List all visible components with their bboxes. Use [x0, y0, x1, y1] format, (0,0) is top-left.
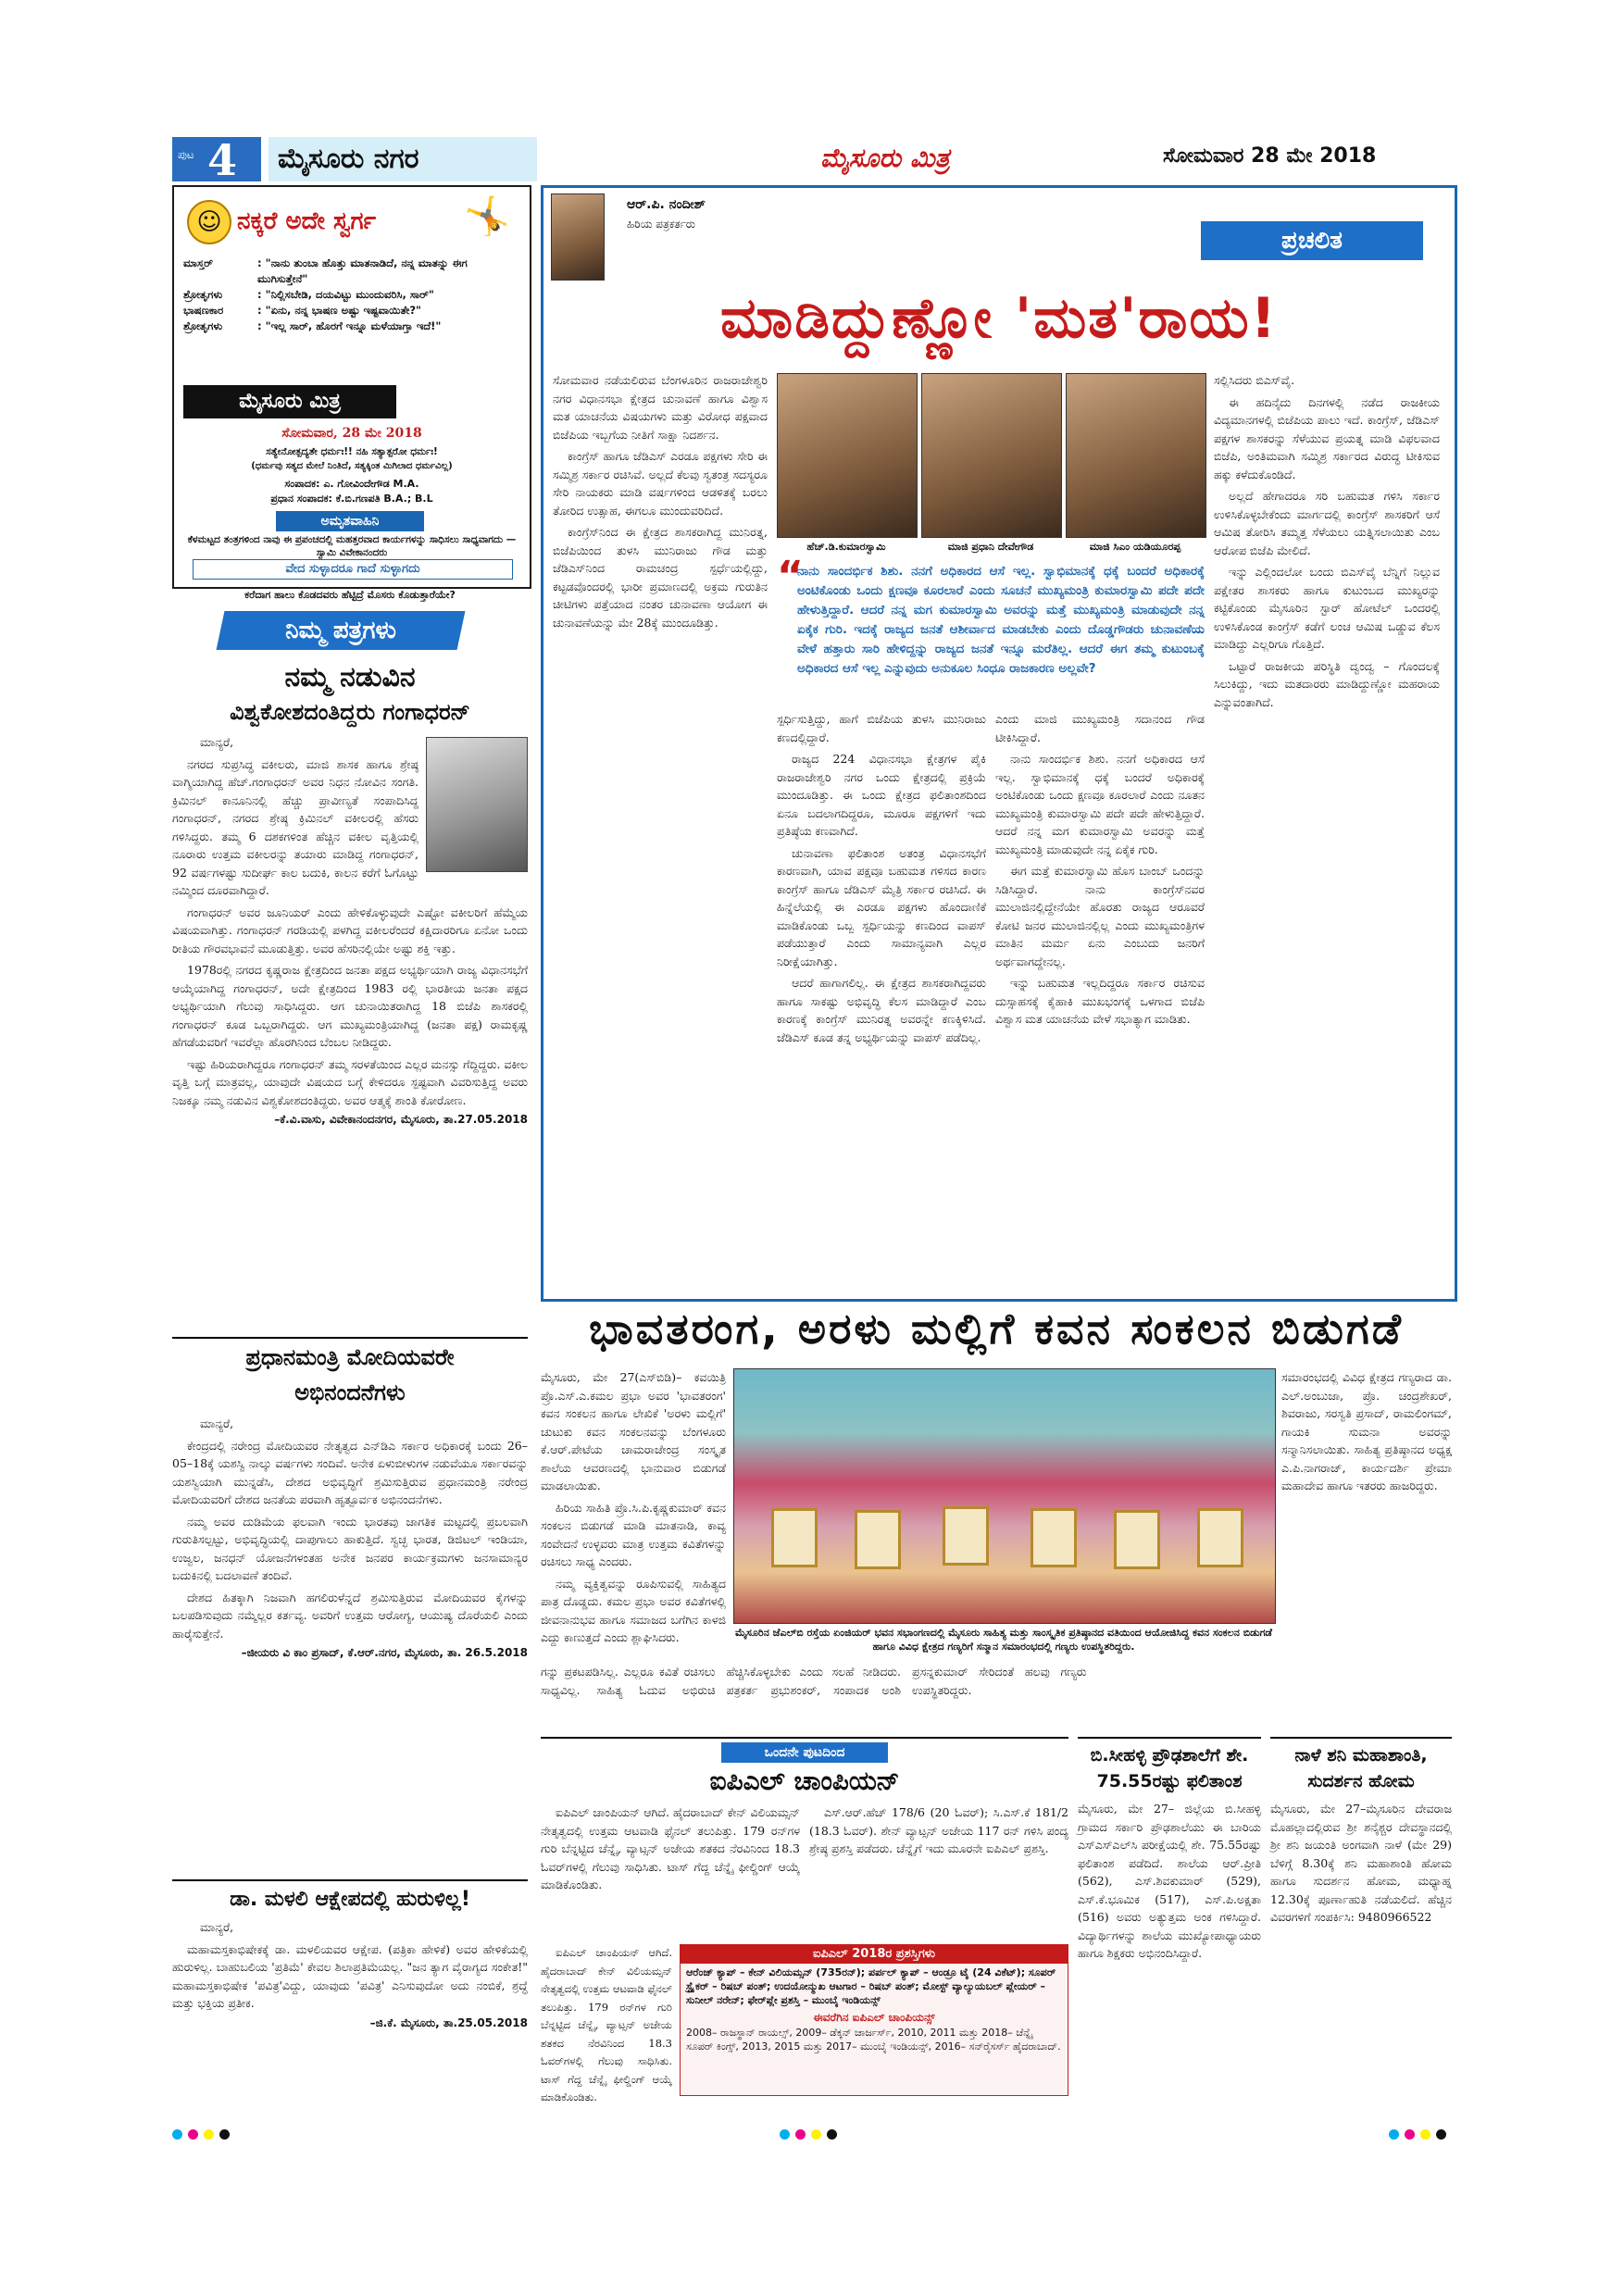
school-title: ಬಿ.ಸೀಹಳ್ಳಿ ಪ್ರೌಢಶಾಲೆಗೆ ಶೇ. 75.55ರಷ್ಟು ಫಲಿತಾಂಶ: [1090, 1745, 1249, 1791]
cartoon-figure-icon: 🤸: [464, 195, 510, 238]
header-date: ಸೋಮವಾರ 28 ಮೇ 2018: [1163, 144, 1377, 168]
shani-title: ನಾಳೆ ಶನಿ ಮಹಾಶಾಂತಿ, ಸುದರ್ಶನ ಹೋಮ: [1294, 1745, 1428, 1791]
event-photo-caption: ಮೈಸೂರಿನ ಜೆಎಲ್‌ಬಿ ರಸ್ತೆಯ ಏಂಜಿಯರ್ ಭವನ ಸಭಾಂಗಣದಲ್ಲಿ ಮೈಸೂರು ಸಾಹಿತ್ಯ ಮತ್ತು ಸಾಂಸ್ಕೃತಿಕ ಪ್ರತಿಷ್ಠಾನದ ವತಿಯಿಂದ ಆಯೋಜಿಸಿದ್ದ ಕವನ ಸಂಕಲನ ಬಿಡುಗಡೆ ಹಾಗೂ ವಿವಿಧ ಕ್ಷೇತ್ರದ ಗಣ್ಯರಿಗೆ ಸನ್ಮಾನ ಸಮಾರಂಭದಲ್ಲಿ ಗಣ್ಯರು ಉಪಸ್ಥಿತರಿದ್ದರು.: [735, 1627, 1272, 1653]
laughing-face-icon: ☺: [187, 200, 231, 244]
certificate-frame: [1114, 1510, 1160, 1569]
letter-2-salutation: ಮಾನ್ಯರೆ,: [200, 1416, 234, 1430]
letter-1-para: ಇಷ್ಟು ಹಿರಿಯರಾಗಿದ್ದರೂ ಗಂಗಾಧರನ್ ತಮ್ಮ ಸರಳತೆಯಿಂದ ಎಲ್ಲರ ಮನಸ್ಸು ಗೆದ್ದಿದ್ದರು. ವಕೀಲ ವೃತ್ತಿ ಬಗ್ಗೆ ಮಾತ್ರವಲ್ಲ, ಯಾವುದೇ ವಿಷಯದ ಬಗ್ಗೆ ಕೇಳಿದರೂ ಸ್ಪಷ್ಟವಾಗಿ ವಿವರಿಸುತ್ತಿದ್ದ ಅವರು ನಿಜಕ್ಕೂ ನಮ್ಮ ನಡುವಿನ ವಿಶ್ವಕೋಶದಂತಿದ್ದರು. ಅವರ ಆತ್ಮಕ್ಕೆ ಶಾಂತಿ ಕೋರೋಣ.: [172, 1056, 528, 1107]
school-section: [1078, 1737, 1261, 2100]
section-name: ಮೈಸೂರು ನಗರ: [269, 137, 537, 181]
column-text-1: ಸೋಮವಾರ ನಡೆಯಲಿರುವ ಬೆಂಗಳೂರಿನ ರಾಜರಾಜೇಶ್ವರಿ ನಗರ ವಿಧಾನಸಭಾ ಕ್ಷೇತ್ರದ ಚುನಾವಣೆ ಹಾಗೂ ವಿಶ್ವಾಸ ಮತ ಯಾಚನೆಯ ವಿಷಯಗಳು ಮತ್ತು ವಿರೋಧ ಪಕ್ಷವಾದ ಬಿಜೆಪಿಯ ಇಬ್ಬಗೆಯ ನೀತಿಗೆ ಸಾಕ್ಷಾ ನಿದರ್ಶನ. ಕಾಂಗ್ರೆಸ್ ಹಾಗೂ ಜೆಡಿಎಸ್ ಎರಡೂ ಪಕ್ಷಗಳು ಸೇರಿ ಈ ಸಮ್ಮಿಶ್ರ ಸರ್ಕಾರ ರಚಿಸಿವೆ. ಅಲ್ಲದೆ ಕೆಲವು ಸ್ವತಂತ್ರ ಸದಸ್ಯರೂ ಸೇರಿ ನಾಯಕರು ಮಾಡಿ ವರ್ಷಗಳಿಂದ ಆಡಳಿತಕ್ಕೆ ಬರಲು ತೋರಿದ ಉತ್ಸಾಹ, ಈಗಲೂ ಮುಂದುವರಿದಿದೆ. ಕಾಂಗ್ರೆಸ್‌ನಿಂದ ಈ ಕ್ಷೇತ್ರದ ಶಾಸಕರಾಗಿದ್ದ ಮುನಿರತ್ನ, ಬಿಜೆಪಿಯಿಂದ ತುಳಸಿ ಮುನಿರಾಜು ಗೌಡ ಮತ್ತು ಜೆಡಿಎಸ್‌ನಿಂದ ರಾಮಚಂದ್ರ ಸ್ಪರ್ಧೆಯಲ್ಲಿದ್ದು, ಕಟ್ಟಡವೊಂದರಲ್ಲಿ ಭಾರೀ ಪ್ರಮಾಣದಲ್ಲಿ ಅಕ್ರಮ ಗುರುತಿನ ಚೀಟಿಗಳು ಪತ್ತೆಯಾದ ನಂತರ ಚುನಾವಣಾ ಆಯೋಗ ಈ ಚುನಾವಣೆಯನ್ನು ಮೇ 28ಕ್ಕೆ ಮುಂದೂಡಿತ್ತು.: [553, 373, 768, 630]
ipl-section: [541, 1737, 1068, 2103]
letter-3: [172, 1879, 528, 2103]
page-number-box: [172, 135, 261, 185]
mastbox-motto: ಸತ್ಯೇನೋತ್ಪದ್ಯತೇ ಧರ್ಮಃ!! ನಹಿ ಸತ್ಯಾತ್ಪರೋ ಧರ್ಮಃ!: [266, 446, 438, 457]
column-headline: ಮಾಡಿದ್ದುಣ್ಣೋ 'ಮತ'ರಾಯ!: [719, 286, 1279, 351]
masthead-small: ಮೈಸೂರು ಮಿತ್ರ: [183, 385, 396, 418]
bhava-left-text: ಮೈಸೂರು, ಮೇ 27(ಎಸ್‌ಬಿಡಿ)– ಕವಯಿತ್ರಿ ಪ್ರೊ.ಎಸ್.ಎ.ಕಮಲ ಪ್ರಭಾ ಅವರ 'ಭಾವತರಂಗ' ಕವನ ಸಂಕಲನ ಹಾಗೂ ಲೇಖಿಕೆ 'ಅರಳು ಮಲ್ಲಿಗೆ' ಚುಟುಕು ಕವನ ಸಂಕಲನವನ್ನು ಬೆಂಗಳೂರು ಕೆ.ಆರ್.ಪೇಟೆಯ ಚಾಮರಾಜೇಂದ್ರ ಸಂಸ್ಕೃತ ಶಾಲೆಯ ಆವರಣದಲ್ಲಿ ಭಾನುವಾರ ಬಿಡುಗಡೆ ಮಾಡಲಾಯಿತು. ಹಿರಿಯ ಸಾಹಿತಿ ಪ್ರೊ.ಸಿ.ಪಿ.ಕೃಷ್ಣಕುಮಾರ್ ಕವನ ಸಂಕಲನ ಬಿಡುಗಡೆ ಮಾಡಿ ಮಾತನಾಡಿ, ಕಾವ್ಯ ಸಂವೇದನೆ ಉಳ್ಳವರು ಮಾತ್ರ ಉತ್ತಮ ಕವಿತೆಗಳನ್ನು ರಚಿಸಲು ಸಾಧ್ಯ ಎಂದರು. ನಮ್ಮ ವ್ಯಕ್ತಿತ್ವವನ್ನು ರೂಪಿಸುವಲ್ಲಿ ಸಾಹಿತ್ಯದ ಪಾತ್ರ ದೊಡ್ಡದು. ಕಮಲ ಪ್ರಭಾ ಅವರ ಕವಿತೆಗಳಲ್ಲಿ ಜೀವನಾನುಭವ ಹಾಗೂ ಸಮಾಜದ ಬಗೆಗಿನ ಕಾಳಜಿ ಎದ್ದು ಕಾಣುತ್ತದೆ ಎಂದು ಶ್ಲಾಘಿಸಿದರು.: [541, 1370, 726, 1644]
letter-2-signature: –ಜೀಯರು ವಿ ಕಾಂ ಪ್ರಸಾದ್, ಕೆ.ಆರ್.ನಗರ, ಮೈಸೂರು, ತಾ. 26.5.2018: [241, 1646, 528, 1659]
author-name: ಆರ್.ಪಿ. ನಂದೀಶ್: [627, 197, 706, 212]
joke-title: ನಕ್ಕರೆ ಅದೇ ಸ್ವರ್ಗ: [237, 207, 376, 235]
letter-1-signature: –ಕೆ.ವಿ.ವಾಸು, ವಿವೇಕಾನಂದನಗರ, ಮೈಸೂರು, ತಾ.27.05.2018: [274, 1113, 528, 1126]
print-registration-marks: [172, 2126, 235, 2143]
shani-text: ಮೈಸೂರು, ಮೇ 27–ಮೈಸೂರಿನ ದೇವರಾಜ ಮೊಹಲ್ಲಾದಲ್ಲಿರುವ ಶ್ರೀ ಶನೈಶ್ಚರ ದೇವಸ್ಥಾನದಲ್ಲಿ ಶ್ರೀ ಶನಿ ಜಯಂತಿ ಅಂಗವಾಗಿ ನಾಳೆ (ಮೇ 29) ಬೆಳಿಗ್ಗೆ 8.30ಕ್ಕೆ ಶನಿ ಮಹಾಶಾಂತಿ ಹೋಮ ಹಾಗೂ ಸುದರ್ಶನ ಹೋಮ, ಮಧ್ಯಾಹ್ನ 12.30ಕ್ಕೆ ಪೂರ್ಣಾಹುತಿ ನಡೆಯಲಿದೆ. ಹೆಚ್ಚಿನ ವಿವರಗಳಿಗೆ ಸಂಪರ್ಕಿಸಿ: 9480966522: [1270, 1802, 1452, 1924]
editorial-box: [172, 185, 531, 589]
certificate-frame: [1197, 1508, 1243, 1567]
bhava-bottom-text: ಗನ್ನು ಪ್ರಕಟಪಡಿಸಿಲ್ಲ. ಎಲ್ಲರೂ ಕವಿತೆ ರಚಿಸಲು ಸಾಧ್ಯವಿಲ್ಲ. ಸಾಹಿತ್ಯ ಓದುವ ಅಭಿರುಚಿ ಹೆಚ್ಚಿಸಿಕೊಳ್ಳಬೇಕು ಎಂದು ಸಲಹೆ ನೀಡಿದರು. ಪತ್ರಕರ್ತ ಪ್ರಭುಶಂಕರ್, ಸಂಪಾದಕ ಅಂಶಿ ಪ್ರಸನ್ನಕುಮಾರ್ ಸೇರಿದಂತೆ ಹಲವು ಗಣ್ಯರು ಉಪಸ್ಥಿತರಿದ್ದರು.: [541, 1665, 1087, 1697]
photo-caption: ಮಾಜಿ ಸಿಎಂ ಯಡಿಯೂರಪ್ಪ: [1089, 541, 1181, 553]
bhava-headline: ಭಾವತರಂಗ, ಅರಳು ಮಲ್ಲಿಗೆ ಕವನ ಸಂಕಲನ ಬಿಡುಗಡೆ: [589, 1304, 1404, 1354]
certificate-frame: [1031, 1508, 1077, 1567]
author-role: ಹಿರಿಯ ಪತ್ರಕರ್ತರು: [627, 218, 695, 231]
letter-2-title-2: ಅಭಿನಂದನೆಗಳು: [294, 1379, 406, 1405]
letter-2-para: ದೇಶದ ಹಿತಕ್ಕಾಗಿ ನಿಜವಾಗಿ ಹಗಲಿರುಳೆನ್ನದೆ ಶ್ರಮಿಸುತ್ತಿರುವ ಮೋದಿಯವರ ಕೈಗಳನ್ನು ಬಲಪಡಿಸುವುದು ನಮ್ಮೆಲ್ಲರ ಕರ್ತವ್ಯ. ಅವರಿಗೆ ಉತ್ತಮ ಆರೋಗ್ಯ, ಆಯುಷ್ಯ ದೊರೆಯಲಿ ಎಂದು ಹಾರೈಸುತ್ತೇನೆ.: [172, 1590, 528, 1641]
politician-photo: [1066, 373, 1206, 538]
print-registration-marks: [1389, 2126, 1452, 2143]
letter-1-para: 1978ರಲ್ಲಿ ನಗರದ ಕೃಷ್ಣರಾಜ ಕ್ಷೇತ್ರದಿಂದ ಜನತಾ ಪಕ್ಷದ ಅಭ್ಯರ್ಥಿಯಾಗಿ ರಾಜ್ಯ ವಿಧಾನಸಭೆಗೆ ಆಯ್ಕೆಯಾಗಿದ್ದ ಗಂಗಾಧರನ್, ಅದೇ ಕ್ಷೇತ್ರದಿಂದ 1983 ರಲ್ಲಿ ಭಾರತೀಯ ಜನತಾ ಪಕ್ಷದ ಅಭ್ಯರ್ಥಿಯಾಗಿ ಗೆಲುವು ಸಾಧಿಸಿದ್ದರು. ಆಗ ಚುನಾಯಿತರಾಗಿದ್ದ 18 ಬಿಜೆಪಿ ಶಾಸಕರಲ್ಲಿ ಗಂಗಾಧರನ್ ಕೂಡ ಒಬ್ಬರಾಗಿದ್ದರು. ಆಗ ಮುಖ್ಯಮಂತ್ರಿಯಾಗಿದ್ದ (ಜನತಾ ಪಕ್ಷ) ರಾಮಕೃಷ್ಣ ಹೆಗಡೆಯವರಿಗೆ ಇವರೆಲ್ಲಾ ಹೊರಗಿನಿಂದ ಬೆಂಬಲ ನೀಡಿದ್ದರು.: [172, 963, 528, 1049]
ipl-text-2: ಎಸ್.ಆರ್.ಹೆಚ್ 178/6 (20 ಓವರ್); ಸಿ.ಎಸ್.ಕೆ 181/2 (18.3 ಓವರ್). ಶೇನ್ ವ್ಯಾಟ್ಸನ್ ಅಜೇಯ 117 ರನ್ ಗಳಿಸಿ ಪಂದ್ಯ ಶ್ರೇಷ್ಠ ಪ್ರಶಸ್ತಿ ಪಡೆದರು. ಚೆನ್ನೈಗೆ ಇದು ಮೂರನೇ ಐಪಿಎಲ್ ಪ್ರಶಸ್ತಿ.: [809, 1805, 1068, 1855]
shani-section: [1270, 1737, 1452, 2100]
bhava-right-text: ಸಮಾರಂಭದಲ್ಲಿ ವಿವಿಧ ಕ್ಷೇತ್ರದ ಗಣ್ಯರಾದ ಡಾ. ಎಲ್.ಅಂಬುಜಾ, ಪ್ರೊ. ಚಂದ್ರಶೇಖರ್, ಶಿವರಾಜು, ಸರಸ್ವತಿ ಪ್ರಸಾದ್, ರಾಮಲಿಂಗಮ್, ಗಾಯಕಿ ಸುಮನಾ ಅವರನ್ನು ಸನ್ಮಾನಿಸಲಾಯಿತು. ಸಾಹಿತ್ಯ ಪ್ರತಿಷ್ಠಾನದ ಅಧ್ಯಕ್ಷ ಎ.ಪಿ.ನಾಗರಾಜ್, ಕಾರ್ಯದರ್ಶಿ ಪ್ರೇಮಾ ಮಹಾದೇವ ಹಾಗೂ ಇತರರು ಹಾಜರಿದ್ದರು.: [1281, 1370, 1452, 1492]
letter-2-para: ನಮ್ಮ ಅವರ ದುಡಿಮೆಯ ಫಲವಾಗಿ ಇಂದು ಭಾರತವು ಜಾಗತಿಕ ಮಟ್ಟದಲ್ಲಿ ಪ್ರಬಲವಾಗಿ ಗುರುತಿಸಲ್ಪಟ್ಟು, ಅಭಿವೃದ್ಧಿಯಲ್ಲಿ ದಾಪುಗಾಲು ಹಾಕುತ್ತಿದೆ. ಸ್ವಚ್ಛ ಭಾರತ, ಡಿಜಿಟಲ್ ಇಂಡಿಯಾ, ಉಜ್ವಲ, ಜನಧನ್ ಯೋಜನೆಗಳಂತಹ ಅನೇಕ ಜನಪರ ಕಾರ್ಯಕ್ರಮಗಳು ಜನಸಾಮಾನ್ಯರ ಬದುಕಿನಲ್ಲಿ ಬದಲಾವಣೆ ತಂದಿವೆ.: [172, 1514, 528, 1582]
ipl-text-1: ಐಪಿಎಲ್ ಚಾಂಪಿಯನ್ ಆಗಿದೆ. ಹೈದರಾಬಾದ್ ಕೇನ್ ವಿಲಿಯಮ್ಸನ್ ನೇತೃತ್ವದಲ್ಲಿ ಉತ್ತಮ ಆಟವಾಡಿ ಫೈನಲ್ ತಲುಪಿತ್ತು. 179 ರನ್‌ಗಳ ಗುರಿ ಬೆನ್ನಟ್ಟಿದ ಚೆನ್ನೈ, ವ್ಯಾಟ್ಸನ್ ಅಜೇಯ ಶತಕದ ನೆರವಿನಿಂದ 18.3 ಓವರ್‌ಗಳಲ್ಲಿ ಗೆಲುವು ಸಾಧಿಸಿತು. ಟಾಸ್ ಗೆದ್ದ ಚೆನ್ನೈ ಫೀಲ್ಡಿಂಗ್ ಆಯ್ಕೆ ಮಾಡಿಕೊಂಡಿತು.: [541, 1805, 800, 1891]
mastbox-editor: ಸಂಪಾದಕ: ಎ. ಗೋವಿಂದೇಗೌಡ M.A.: [284, 478, 419, 490]
photo-caption: ಹೆಚ್.ಡಿ.ಕುಮಾರಸ್ವಾಮಿ: [806, 541, 886, 553]
mastbox-chief-editor: ಪ್ರಧಾನ ಸಂಪಾದಕ: ಕೆ.ಬಿ.ಗಣಪತಿ B.A.; B.L: [270, 493, 433, 505]
proverb-title: ವೇದ ಸುಳ್ಳಾದರೂ ಗಾದೆ ಸುಳ್ಳಾಗದು: [193, 559, 513, 580]
event-photo: [733, 1368, 1276, 1624]
column-text-3: ಎಂದು ಮಾಜಿ ಮುಖ್ಯಮಂತ್ರಿ ಸದಾನಂದ ಗೌಡ ಟೀಕಿಸಿದ್ದಾರೆ. ನಾನು ಸಾಂದರ್ಭಿಕ ಶಿಶು. ನನಗೆ ಅಧಿಕಾರದ ಆಸೆ ಇಲ್ಲ. ಸ್ವಾಭಿಮಾನಕ್ಕೆ ಧಕ್ಕೆ ಬಂದರೆ ಅಧಿಕಾರಕ್ಕೆ ಅಂಟಿಕೊಂಡು ಒಂದು ಕ್ಷಣವೂ ಕೂರಲಾರೆ ಎಂದು ನೂತನ ಮುಖ್ಯಮಂತ್ರಿ ಕುಮಾರಸ್ವಾಮಿ ಪದೇ ಪದೇ ಹೇಳುತ್ತಿದ್ದಾರೆ. ಆದರೆ ನನ್ನ ಮಗ ಕುಮಾರಸ್ವಾಮಿ ಅವರನ್ನು ಮತ್ತೆ ಮುಖ್ಯಮಂತ್ರಿ ಮಾಡುವುದೇ ನನ್ನ ಏಕೈಕ ಗುರಿ. ಈಗ ಮತ್ತೆ ಕುಮಾರಸ್ವಾಮಿ ಹೊಸ ಬಾಂಬ್ ಒಂದನ್ನು ಸಿಡಿಸಿದ್ದಾರೆ. ನಾನು ಕಾಂಗ್ರೆಸ್‌ನವರ ಮುಲಾಜಿನಲ್ಲಿದ್ದೇನೆಯೇ ಹೊರತು ರಾಜ್ಯದ ಆರೂವರೆ ಕೋಟಿ ಜನರ ಮುಲಾಜಿನಲ್ಲಿಲ್ಲ ಎಂದು ಮುಖ್ಯಮಂತ್ರಿಗಳ ಮಾತಿನ ಮರ್ಮ ಏನು ಎಂಬುದು ಜನರಿಗೆ ಅರ್ಥವಾಗದ್ದೇನಲ್ಲ. ಇನ್ನು ಬಹುಮತ ಇಲ್ಲದಿದ್ದರೂ ಸರ್ಕಾರ ರಚಿಸುವ ದುಸ್ಸಾಹಸಕ್ಕೆ ಕೈಹಾಕಿ ಮುಖಭಂಗಕ್ಕೆ ಒಳಗಾದ ಬಿಜೆಪಿ ವಿಶ್ವಾಸ ಮತ ಯಾಚನೆಯ ವೇಳೆ ಸಭಾತ್ಯಾಗ ಮಾಡಿತು.: [995, 712, 1205, 1026]
certificate-frame: [771, 1508, 818, 1567]
ipl-winners: 2008– ರಾಜಸ್ಥಾನ್ ರಾಯಲ್ಸ್, 2009– ಡೆಕ್ಕನ್ ಚಾರ್ಜರ್ಸ್, 2010, 2011 ಮತ್ತು 2018– ಚೆನ್ನೈ ಸೂಪರ್ ಕಿಂಗ್ಸ್, 2013, 2015 ಮತ್ತು 2017– ಮುಂಬೈ ಇಂಡಿಯನ್ಸ್, 2016– ಸನ್‌ರೈಸರ್ಸ್ ಹೈದರಾಬಾದ್.: [686, 2027, 1061, 2053]
letter-2-para: ಕೇಂದ್ರದಲ್ಲಿ ನರೇಂದ್ರ ಮೋದಿಯವರ ನೇತೃತ್ವದ ಎನ್‌ಡಿಎ ಸರ್ಕಾರ ಅಧಿಕಾರಕ್ಕೆ ಬಂದು 26–05–18ಕ್ಕೆ ಯಶಸ್ವಿ ನಾಲ್ಕು ವರ್ಷಗಳು ಸಂದಿವೆ. ಅನೇಕ ಏಳುಬೀಳುಗಳ ನಡುವೆಯೂ ಸರ್ಕಾರವನ್ನು ಯಶಸ್ವಿಯಾಗಿ ಮುನ್ನಡೆಸಿ, ದೇಶದ ಅಭಿವೃದ್ಧಿಗೆ ಶ್ರಮಿಸುತ್ತಿರುವ ಪ್ರಧಾನಮಂತ್ರಿ ನರೇಂದ್ರ ಮೋದಿಯವರಿಗೆ ದೇಶದ ಜನತೆಯ ಪರವಾಗಿ ಹೃತ್ಪೂರ್ವಕ ಅಭಿನಂದನೆಗಳು.: [172, 1438, 528, 1506]
page-number: 4: [207, 135, 238, 185]
column-text-4: ಸಲ್ಲಿಸಿದರು ಬಿಎಸ್‌ವೈ. ಈ ಹದಿನೈದು ದಿನಗಳಲ್ಲಿ ನಡೆದ ರಾಜಕೀಯ ವಿದ್ಯಮಾನಗಳಲ್ಲಿ ಬಿಜೆಪಿಯ ಪಾಲು ಇದೆ. ಕಾಂಗ್ರೆಸ್, ಜೆಡಿಎಸ್ ಪಕ್ಷಗಳ ಶಾಸಕರನ್ನು ಸೆಳೆಯುವ ಪ್ರಯತ್ನ ಮಾಡಿ ವಿಫಲವಾದ ಬಿಜೆಪಿ, ಅಂತಿಮವಾಗಿ ಸಮ್ಮಿಶ್ರ ಸರ್ಕಾರದ ವಿರುದ್ಧ ಟೀಕಿಸುವ ಹಕ್ಕು ಕಳೆದುಕೊಂಡಿದೆ. ಅಲ್ಲದೆ ಹೇಗಾದರೂ ಸರಿ ಬಹುಮತ ಗಳಿಸಿ ಸರ್ಕಾರ ಉಳಿಸಿಕೊಳ್ಳಬೇಕೆಂದು ಮಾರ್ಗದಲ್ಲಿ ಕಾಂಗ್ರೆಸ್ ಶಾಸಕರಿಗೆ ಆಸೆ ಆಮಿಷ ತೋರಿಸಿ ತಮ್ಮತ್ತ ಸೆಳೆಯಲು ಯತ್ನಿಸಲಾಯಿತು ಎಂಬ ಆರೋಪ ಬಿಜೆಪಿ ಮೇಲಿದೆ. ಇನ್ನು ಎಲ್ಲಿಂದಲೋ ಬಂದು ಬಿಎಸ್‌ವೈ ಬೆನ್ನಿಗೆ ನಿಲ್ಲುವ ಪಕ್ಷೇತರ ಶಾಸಕರು ಹಾಗೂ ಕುಟುಂಬದ ಮುಖ್ಯರನ್ನು ಕಟ್ಟಿಕೊಂಡು ಮೈಸೂರಿನ ಸ್ಟಾರ್ ಹೋಟೆಲ್ ಒಂದರಲ್ಲಿ ಉಳಿಸಿಕೊಂಡ ಕಾಂಗ್ರೆಸ್ ಕಡೆಗೆ ಲಂಚ ಆಮಿಷ ಒಡ್ಡುವ ಕೆಲಸ ಮಾಡಿದ್ದು ಎಲ್ಲರಿಗೂ ಗೊತ್ತಿದೆ. ಒಟ್ಟಾರೆ ರಾಜಕೀಯ ಪರಿಸ್ಥಿತಿ ದ್ವಂದ್ವ – ಗೊಂದಲಕ್ಕೆ ಸಿಲುಕಿದ್ದು, ಇದು ಮತದಾರರು ಮಾಡಿದ್ದುಣ್ಣೋ ಮಹರಾಯ ಎನ್ನುವಂತಾಗಿದೆ.: [1214, 373, 1440, 709]
letters-banner-text: ನಿಮ್ಮ ಪತ್ರಗಳು: [285, 617, 396, 644]
column-text-2: ಸ್ಪರ್ಧಿಸುತ್ತಿದ್ದು, ಹಾಗೆ ಬಿಜೆಪಿಯ ತುಳಸಿ ಮುನಿರಾಜು ಕಣದಲ್ಲಿದ್ದಾರೆ. ರಾಜ್ಯದ 224 ವಿಧಾನಸಭಾ ಕ್ಷೇತ್ರಗಳ ಪೈಕಿ ರಾಜರಾಜೇಶ್ವರಿ ನಗರ ಒಂದು ಕ್ಷೇತ್ರದಲ್ಲಿ ಪ್ರಕ್ರಿಯೆ ಮುಂದೂಡಿತ್ತು. ಈ ಒಂದು ಕ್ಷೇತ್ರದ ಫಲಿತಾಂಶದಿಂದ ಏನೂ ಬದಲಾಗದಿದ್ದರೂ, ಮೂರೂ ಪಕ್ಷಗಳಿಗೆ ಇದು ಪ್ರತಿಷ್ಠೆಯ ಕಣವಾಗಿದೆ. ಚುನಾವಣಾ ಫಲಿತಾಂಶ ಅತಂತ್ರ ವಿಧಾನಸಭೆಗೆ ಕಾರಣವಾಗಿ, ಯಾವ ಪಕ್ಷವೂ ಬಹುಮತ ಗಳಿಸದ ಕಾರಣ ಕಾಂಗ್ರೆಸ್ ಹಾಗೂ ಜೆಡಿಎಸ್ ಮೈತ್ರಿ ಸರ್ಕಾರ ರಚಿಸಿದೆ. ಈ ಹಿನ್ನೆಲೆಯಲ್ಲಿ ಈ ಎರಡೂ ಪಕ್ಷಗಳು ಹೊಂದಾಣಿಕೆ ಮಾಡಿಕೊಂಡು ಒಬ್ಬ ಸ್ಪರ್ಧಿಯನ್ನು ಕಣದಿಂದ ವಾಪಸ್ ಪಡೆಯುತ್ತಾರೆ ಎಂದು ಸಾಮಾನ್ಯವಾಗಿ ಎಲ್ಲರ ನಿರೀಕ್ಷೆಯಾಗಿತ್ತು. ಆದರೆ ಹಾಗಾಗಲಿಲ್ಲ. ಈ ಕ್ಷೇತ್ರದ ಶಾಸಕರಾಗಿದ್ದವರು ಹಾಗೂ ಸಾಕಷ್ಟು ಅಭಿವೃದ್ಧಿ ಕೆಲಸ ಮಾಡಿದ್ದಾರೆ ಎಂಬ ಕಾರಣಕ್ಕೆ ಕಾಂಗ್ರೆಸ್ ಮುನಿರತ್ನ ಅವರನ್ನೇ ಕಣಕ್ಕಿಳಿಸಿದೆ. ಜೆಡಿಎಸ್ ಕೂಡ ತನ್ನ ಅಭ್ಯರ್ಥಿಯನ್ನು ವಾಪಸ್ ಪಡೆದಿಲ್ಲ.: [777, 712, 986, 1044]
letter-1: [172, 659, 528, 1329]
quote-mark-icon: “: [777, 553, 804, 600]
ipl-winners-title: ಈವರೆಗಿನ ಐಪಿಎಲ್ ಚಾಂಪಿಯನ್ಸ್: [813, 2011, 935, 2024]
letter-1-title-1: ನಮ್ಮ ನಡುವಿನ: [284, 661, 416, 693]
page-label: ಪುಟ: [178, 148, 194, 161]
continued-kicker: ಒಂದನೇ ಪುಟದಿಂದ: [721, 1742, 888, 1763]
politician-photo: [921, 373, 1062, 538]
author-photo: [551, 193, 605, 281]
pull-quote: [777, 553, 1205, 705]
joke-section: [183, 194, 518, 380]
amruta-text: ಕೆಳಮಟ್ಟದ ತಂತ್ರಗಳಿಂದ ನಾವು ಈ ಪ್ರಪಂಚದಲ್ಲಿ ಮಹತ್ತರವಾದ ಕಾರ್ಯಗಳನ್ನು ಸಾಧಿಸಲು ಸಾಧ್ಯವಾಗದು —ಸ್ವಾಮಿ ವಿವೇಕಾನಂದರು: [187, 534, 517, 558]
letter-3-salutation: ಮಾನ್ಯರೆ,: [200, 1920, 234, 1934]
joke-line: ಶ್ರೋತೃಗಳು : "ಇಲ್ಲ ಸಾರ್, ಹೊರಗೆ ಇನ್ನೂ ಮಳೆಯಾಗ್ತಾ ಇದೆ!": [183, 319, 442, 332]
mastbox-motto2: (ಧರ್ಮವು ಸತ್ಯದ ಮೇಲೆ ನಿಂತಿದೆ, ಸತ್ಯಕ್ಕಿಂತ ಮಿಗಿಲಾದ ಧರ್ಮವಿಲ್ಲ): [251, 461, 453, 471]
letters-banner: [217, 611, 466, 650]
amruta-title: ಅಮೃತವಾಹಿನಿ: [276, 511, 424, 531]
joke-line: ಶ್ರೋತೃಗಳು : "ನಿಲ್ಲಿಸಬೇಡಿ, ದಯವಿಟ್ಟು ಮುಂದುವರಿಸಿ, ಸಾರ್": [183, 288, 434, 301]
joke-lines: [183, 256, 518, 334]
proverb-text: ಕರೆದಾಗ ಹಾಲು ಕೊಡದವರು ಹೆಟ್ಟಿದ್ರೆ ಮೊಸರು ಕೊಡುತ್ತಾರೆಯೇ?: [244, 589, 456, 601]
mastbox-date: ಸೋಮವಾರ, 28 ಮೇ 2018: [281, 426, 422, 441]
certificate-frame: [855, 1510, 901, 1569]
column-label: ಪ್ರಚಲಿತ: [1201, 221, 1423, 260]
letter-1-para: ನಗರದ ಸುಪ್ರಸಿದ್ಧ ವಕೀಲರು, ಮಾಜಿ ಶಾಸಕ ಹಾಗೂ ಶ್ರೇಷ್ಠ ವಾಗ್ಮಿಯಾಗಿದ್ದ ಹೆಚ್.ಗಂಗಾಧರನ್ ಅವರ ನಿಧನ ನೋವಿನ ಸಂಗತಿ. ಕ್ರಿಮಿನಲ್ ಕಾನೂನಿನಲ್ಲಿ ಹೆಚ್ಚು ಪ್ರಾವೀಣ್ಯತೆ ಸಂಪಾದಿಸಿದ್ದ ಗಂಗಾಧರನ್, ನಗರದ ಶ್ರೇಷ್ಠ ಕ್ರಿಮಿನಲ್ ವಕೀಲರಲ್ಲಿ ಹೆಸರು ಗಳಿಸಿದ್ದರು. ತಮ್ಮ 6 ದಶಕಗಳಿಂತ ಹೆಚ್ಚಿನ ವಕೀಲ ವೃತ್ತಿಯಲ್ಲಿ ನೂರಾರು ಉತ್ತಮ ವಕೀಲರನ್ನು ತಯಾರು ಮಾಡಿದ್ದ ಗಂಗಾಧರನ್, 92 ವರ್ಷಗಳಷ್ಟು ಸುದೀರ್ಘ ಕಾಲ ಬದುಕಿ, ಕಾಲನ ಕರೆಗೆ ಓಗೊಟ್ಟು ನಮ್ಮಿಂದ ದೂರವಾಗಿದ್ದಾರೆ.: [172, 756, 418, 897]
print-registration-marks: [780, 2126, 843, 2143]
school-text: ಮೈಸೂರು, ಮೇ 27– ಜಿಲ್ಲೆಯ ಬಿ.ಸೀಹಳ್ಳಿ ಗ್ರಾಮದ ಸರ್ಕಾರಿ ಪ್ರೌಢಶಾಲೆಯು ಈ ಬಾರಿಯ ಎಸ್ಎಸ್ಎಲ್‌ಸಿ ಪರೀಕ್ಷೆಯಲ್ಲಿ ಶೇ. 75.55ರಷ್ಟು ಫಲಿತಾಂಶ ಪಡೆದಿದೆ. ಶಾಲೆಯ ಆರ್.ಪ್ರೀತಿ (562), ಎಸ್.ಶಿವಕುಮಾರ್ (529), ಎಸ್.ಕೆ.ಭೂಮಿಕ (517), ಎಸ್.ಪಿ.ಅಕ್ಷತಾ (516) ಅವರು ಅತ್ಯುತ್ತಮ ಅಂಕ ಗಳಿಸಿದ್ದಾರೆ. ವಿದ್ಯಾರ್ಥಿಗಳನ್ನು ಶಾಲೆಯ ಮುಖ್ಯೋಪಾಧ್ಯಾಯರು ಹಾಗೂ ಶಿಕ್ಷಕರು ಅಭಿನಂದಿಸಿದ್ದಾರೆ.: [1078, 1802, 1261, 1960]
ipl-awards: ಆರೆಂಜ್ ಕ್ಯಾಪ್ – ಕೇನ್ ವಿಲಿಯಮ್ಸನ್ (735ರನ್); ಪರ್ಪಲ್ ಕ್ಯಾಪ್ – ಆಂಡ್ರೂ ಟೈ (24 ವಿಕೆಟ್); ಸೂಪರ್ ಸ್ಟ್ರೈಕರ್ – ರಿಷಬ್ ಪಂತ್; ಉದಯೋನ್ಮುಖ ಆಟಗಾರ – ರಿಷಬ್ ಪಂತ್; ಮೋಸ್ಟ್ ವ್ಯಾಲ್ಯುಯಬಲ್ ಪ್ಲೇಯರ್ – ಸುನೀಲ್ ನರೇನ್; ಫೇರ್‌ಪ್ಲೇ ಪ್ರಶಸ್ತಿ – ಮುಂಬೈ ಇಂಡಿಯನ್ಸ್: [686, 1966, 1056, 2006]
letter-2-title-1: ಪ್ರಧಾನಮಂತ್ರಿ ಮೋದಿಯವರೇ: [245, 1344, 455, 1370]
letter-1-title-2: ವಿಶ್ವಕೋಶದಂತಿದ್ದರು ಗಂಗಾಧರನ್: [230, 699, 470, 725]
ipl-awards-box: [680, 1944, 1068, 2096]
letter-3-para: ಮಹಾಮಸ್ತಕಾಭಿಷೇಕಕ್ಕೆ ಡಾ. ಮಳಲಿಯವರ ಆಕ್ಷೇಪ. (ಪತ್ರಿಕಾ ಹೇಳಿಕೆ) ಅವರ ಹೇಳಿಕೆಯಲ್ಲಿ ಹುರುಳಿಲ್ಲ. ಬಾಹುಬಲಿಯ 'ಪ್ರತಿಮೆ' ಕೇವಲ ಶಿಲಾಪ್ರತಿಮೆಯಲ್ಲ. "ಜನ ತ್ಯಾಗ ವೈರಾಗ್ಯದ ಸಂಕೇತ!" ಮಹಾಮಸ್ತಕಾಭಿಷೇಕ 'ಪವಿತ್ರ'ವಿದ್ದು, ಯಾವುದು 'ಪವಿತ್ರ' ಎನಿಸುವುದೋ ಅದು ನಂಬಿಕೆ, ಶ್ರದ್ಧೆ ಮತ್ತು ಭಕ್ತಿಯ ಪ್ರತೀಕ.: [172, 1941, 528, 2010]
ipl-awards-title: ಐಪಿಎಲ್ 2018ರ ಪ್ರಶಸ್ತಿಗಳು: [681, 1945, 1068, 1964]
portrait-photo: [426, 737, 528, 872]
letter-2: [172, 1337, 528, 1876]
joke-line: ಮಾಸ್ತರ್ : "ನಾನು ತುಂಬಾ ಹೊತ್ತು ಮಾತನಾಡಿದೆ, ನನ್ನ ಮಾತನ್ನು ಈಗ ಮುಗಿಸುತ್ತೇನೆ": [183, 256, 468, 285]
letter-1-salutation: ಮಾನ್ಯರೆ,: [200, 735, 234, 749]
joke-line: ಭಾಷಣಕಾರ : "ಏನು, ನನ್ನ ಭಾಷಣ ಅಷ್ಟು ಇಷ್ಟವಾಯಿತೇ?": [183, 304, 422, 317]
quote-text: ನಾನು ಸಾಂದರ್ಭಿಕ ಶಿಶು. ನನಗೆ ಅಧಿಕಾರದ ಆಸೆ ಇಲ್ಲ. ಸ್ವಾಭಿಮಾನಕ್ಕೆ ಧಕ್ಕೆ ಬಂದರೆ ಅಧಿಕಾರಕ್ಕೆ ಅಂಟಿಕೊಂಡು ಒಂದು ಕ್ಷಣವೂ ಕೂರಲಾರೆ ಎಂದು ಸೂಚನೆ ಮುಖ್ಯಮಂತ್ರಿ ಕುಮಾರಸ್ವಾಮಿ ಪದೇ ಪದೇ ಹೇಳುತ್ತಿದ್ದಾರೆ. ಆದರೆ ನನ್ನ ಮಗ ಕುಮಾರಸ್ವಾಮಿ ಅವರನ್ನು ಮತ್ತೆ ಮುಖ್ಯಮಂತ್ರಿ ಮಾಡುವುದೇ ನನ್ನ ಏಕೈಕ ಗುರಿ. ಇದಕ್ಕೆ ರಾಜ್ಯದ ಜನತೆ ಆಶೀರ್ವಾದ ಮಾಡಬೇಕು ಎಂದು ದೊಡ್ಡಗೌಡರು ಚುನಾವಣೆಯ ವೇಳೆ ಹತ್ತಾರು ಸಾರಿ ಹೇಳಿದ್ದನ್ನು ರಾಜ್ಯದ ಜನತೆ ಇನ್ನೂ ಮರೆತಿಲ್ಲ. ಆದರೆ ಈಗ ತಮ್ಮ ಕುಟುಂಬಕ್ಕೆ ಅಧಿಕಾರದ ಆಸೆ ಇಲ್ಲ ಎನ್ನುವುದು ಅನುಕೂಲ ಸಿಂಧೂ ರಾಜಕಾರಣ ಅಲ್ಲವೇ?: [797, 564, 1205, 676]
masthead-logo: ಮೈಸೂರು ಮಿತ್ರ: [820, 143, 950, 173]
ipl-text-3: ಐಪಿಎಲ್ ಚಾಂಪಿಯನ್ ಆಗಿದೆ. ಹೈದರಾಬಾದ್ ಕೇನ್ ವಿಲಿಯಮ್ಸನ್ ನೇತೃತ್ವದಲ್ಲಿ ಉತ್ತಮ ಆಟವಾಡಿ ಫೈನಲ್ ತಲುಪಿತ್ತು. 179 ರನ್‌ಗಳ ಗುರಿ ಬೆನ್ನಟ್ಟಿದ ಚೆನ್ನೈ, ವ್ಯಾಟ್ಸನ್ ಅಜೇಯ ಶತಕದ ನೆರವಿನಿಂದ 18.3 ಓವರ್‌ಗಳಲ್ಲಿ ಗೆಲುವು ಸಾಧಿಸಿತು. ಟಾಸ್ ಗೆದ್ದ ಚೆನ್ನೈ ಫೀಲ್ಡಿಂಗ್ ಆಯ್ಕೆ ಮಾಡಿಕೊಂಡಿತು.: [541, 1946, 672, 2103]
certificate-frame: [943, 1506, 989, 1566]
letter-3-signature: –ಜಿ.ಕೆ. ಮೈಸೂರು, ತಾ.25.05.2018: [369, 2015, 528, 2029]
ipl-title: ಐಪಿಎಲ್ ಚಾಂಪಿಯನ್: [709, 1766, 900, 1796]
page-header: [172, 137, 1468, 183]
column-box: [541, 185, 1457, 1302]
letter-1-para: ಗಂಗಾಧರನ್ ಅವರ ಜೂನಿಯರ್ ಎಂದು ಹೇಳಿಕೊಳ್ಳುವುದೇ ಎಷ್ಟೋ ವಕೀಲರಿಗೆ ಹೆಮ್ಮೆಯ ವಿಷಯವಾಗಿತ್ತು. ಗಂಗಾಧರನ್ ಗರಡಿಯಲ್ಲಿ ಪಳಗಿದ್ದ ವಕೀಲರೆಂದರೆ ಕಕ್ಷಿದಾರರಿಗೂ ಏನೋ ಒಂದು ರೀತಿಯ ಗೌರವಭಾವನೆ ಮೂಡುತ್ತಿತ್ತು. ಅವರ ಹೆಸರಿನಲ್ಲಿಯೇ ಅಷ್ಟು ಶಕ್ತಿ ಇತ್ತು.: [172, 905, 528, 955]
letter-3-title: ಡಾ. ಮಳಲಿ ಆಕ್ಷೇಪದಲ್ಲಿ ಹುರುಳಿಲ್ಲ!: [230, 1888, 470, 1911]
politician-photo: [777, 373, 918, 538]
photo-caption: ಮಾಜಿ ಪ್ರಧಾನಿ ದೇವೇಗೌಡ: [947, 541, 1034, 553]
